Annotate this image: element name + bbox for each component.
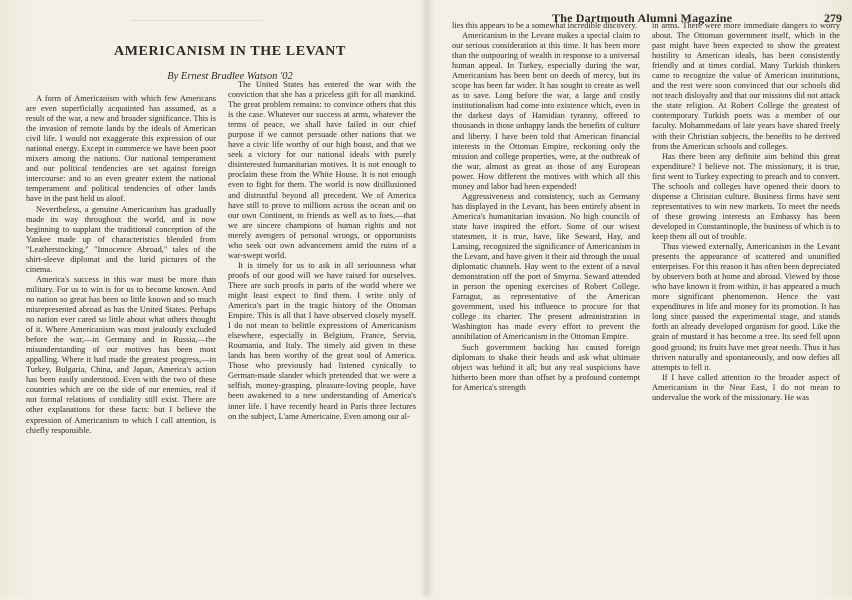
page-bottom-edge [0, 594, 852, 600]
text-column-4 [652, 21, 840, 600]
page-gutter [420, 0, 434, 600]
paragraph: It is timely for us to ask in all seriousness what proofs of our good will we have raised for ourselves. There are such proofs in parts of the world where we might least expect to find them. I write only of America's part in the tragic history of the Ottoman Empire. This is all that I have observed closely myself. I do not mean to belittle expressions of Americanism elsewhere, especially in Belgium, France, Servia, Roumania, and Italy. The timely aid given in these lands has been worthy of the great soul of America. Those who previously had listened cynically to German-made slander which pretended that we were a selfish, money-grasping, pleasure-loving people, have been awakened to a new understanding of America's inner life. I have recently heard in Paris three lectures on the subject, L'ame Americaine. Even among our al- [228, 260, 416, 421]
paragraph: Aggressiveness and consistency, such as Germany has displayed in the Levant, has been entirely absent in America's humanitarian invasion. No high councils of state have inspired the effort. Some of our wisest statesmen, it is true, have, like Seward, Hay, and Lansing, recognized the significance of Americanism in the Levant, and have given it their aid through the usual diplomatic channels. Hay went to the extent of a naval demonstration off the port of Smyrna. Seward attended in person the opening exercises of Robert College. Farragut, as representative of the American government, used his influence to procure for that college its charter. The present administration in Washington has made every effort to prevent the annihilation of Americanism in the Ottoman Empire. [452, 191, 640, 342]
faint-library-stamp [132, 12, 262, 21]
paragraph: Nevertheless, a genuine Americanism has gradually made its way throughout the world, and is now beginning to supplant the traditional conception of the Yankee made up of characteristics blended from "Leatherstocking," "Innocence Abroad," tales of the shirt-sleeve diplomat and the lurid pictures of the cinema. [26, 204, 216, 274]
paragraph: lies this appears to be a somewhat incredible discovery. [452, 21, 638, 30]
paragraph: If I have called attention to the broader aspect of Americanism in the Near East, I do not mean to undervalue the work of the missionary. He was [652, 372, 840, 402]
text-column-1 [26, 94, 216, 600]
paragraph: Such government backing has caused foreign diplomats to shake their heads and ask what ultimate object was behind it all; but any real suspicions have hitherto been more than offset by a profound contempt for America's strength [452, 342, 640, 392]
paragraph: in arms. There were more immediate dangers to worry about. The Ottoman government itself, which in the past might have been expected to show the greatest hostility to American ideals, has been consistently friendly and at times cordial. Many Turkish thinkers came to recognize the value of American institutions, and the rest were soon convinced that our schools did not teach disloyalty and that our missions did not attack the state religion. At Robert College the greatest of contemporary Turkish poets was a member of our faculty. Mohammedans of late years have shared freely with their Christian subjects, the benefits to be derived from the American schools and colleges. [652, 21, 840, 151]
magazine-title: The Dartmouth Alumni Magazine [552, 11, 733, 25]
article-title: AMERICANISM IN THE LEVANT [114, 44, 346, 59]
paragraph: Americanism in the Levant makes a special claim to our serious consideration at this time. It has been more than the outpouring of wealth in response to a universal human appeal. In Turkey, especially during the war, Americanism has been bent on deeds of mercy, but its scope has been far wider. It has sought to create as well as to save. Long before the war, a large and costly institutionalism had come into existence which, even in the darkest days of Hamidian tyranny, offered to thousands in those unhappy lands the benefits of culture and liberty. I have been told that American financial interests in the Ottoman Empire, reckoning only the mission and college properties, were, at the outbreak of the war, almost as great as those of any European power. How different the motives with which all this money and labor had been expended! [452, 31, 640, 191]
text-column-3 [452, 21, 640, 600]
paragraph: America's success in this war must be more than military. For us to win is for us to become known. And no nation so great has been so little known and so much misrepresented abroad as has the United States. Perhaps no nation ever cared so little about what others thought of it. Where Americanism was most jealously excluded before the war,—in Germany and in Russia,—the misunderstanding of our motives has been most appalling. Where it had made the greatest progress,—in Turkey, Bulgaria, China, and Japan, America's action has been easily understood. Even with the two of these countries which are on the side of our enemies, real if not formal relations of cordiality still exist. There are other explanations for these facts: but I believe the expression of Americanism to which I call attention, is chiefly responsible. [26, 274, 216, 435]
paragraph: Thus viewed externally, Americanism in the Levant presents the appearance of scattered and ununified enterprises. For this reason it has often been depreciated by observers both at home and abroad. Viewed by those who have known it from within, it has appeared a much more significant phenomenon. Hence the vast expenditures in life and money for its promotion. It has long since passed the experimental stage, and stands forth an already developed organism for good. Like the grain of mustard it has become a tree. Its seed fell upon good ground; its fruits have met great needs. Thus it has thriven naturally and spontaneously, and now defies all attempts to fell it. [652, 242, 840, 372]
article-byline: By Ernest Bradlee Watson '02 [167, 71, 293, 82]
paragraph: The United States has entered the war with the conviction that she has a priceless gift for all mankind. The great problem remains: to convince others that this is the case. Whatever our success at arms, whatever the terms of peace, we shall have failed in our chief purpose if we cannot persuade other nations that we have a civic life worthy of our high boast, and that we seek a victory for our national ideals with purely disinterested humanitarian motives. It is not enough to proclaim these from the White House. It is not enough even to fight for them. The world is now disillusioned and distrustful beyond all precedent. We of America have still to prove to millions across the ocean and on our own Continent, to friends as well as to foes,—that we are sincere champions of human rights and not merely avengers of personal wrongs, or opportunists who seek our own advancement amid the ruins of a war-swept world. [228, 80, 416, 260]
paragraph: Has there been any definite aim behind this great expenditure? I believe not. The missionary, it is true, first went to Turkey expecting to preach and to convert. The schools and colleges have opened their doors to dispense a Christian culture. Business firms have sent representatives to win new markets. To meet the needs of these growing interests an Embassy has been developed in Constantinople, the business of which is to keep them all out of trouble. [652, 151, 840, 241]
page-number: 279 [824, 11, 842, 25]
paragraph: A form of Americanism with which few Americans are even superficially acquainted has assumed, as a result of the war, a new and broader significance. This is the invasion of remote lands by the ideals of American civil life. I would not exaggerate this expression of our national energy. Except in commerce we have been poor mixers among the nations. Our national temperament and our political tendencies are set against foreign intercourse: and to an even greater extent the national temperament and political tendencies of other lands have in the past held us aloof. [26, 94, 216, 204]
text-column-2 [228, 80, 416, 600]
